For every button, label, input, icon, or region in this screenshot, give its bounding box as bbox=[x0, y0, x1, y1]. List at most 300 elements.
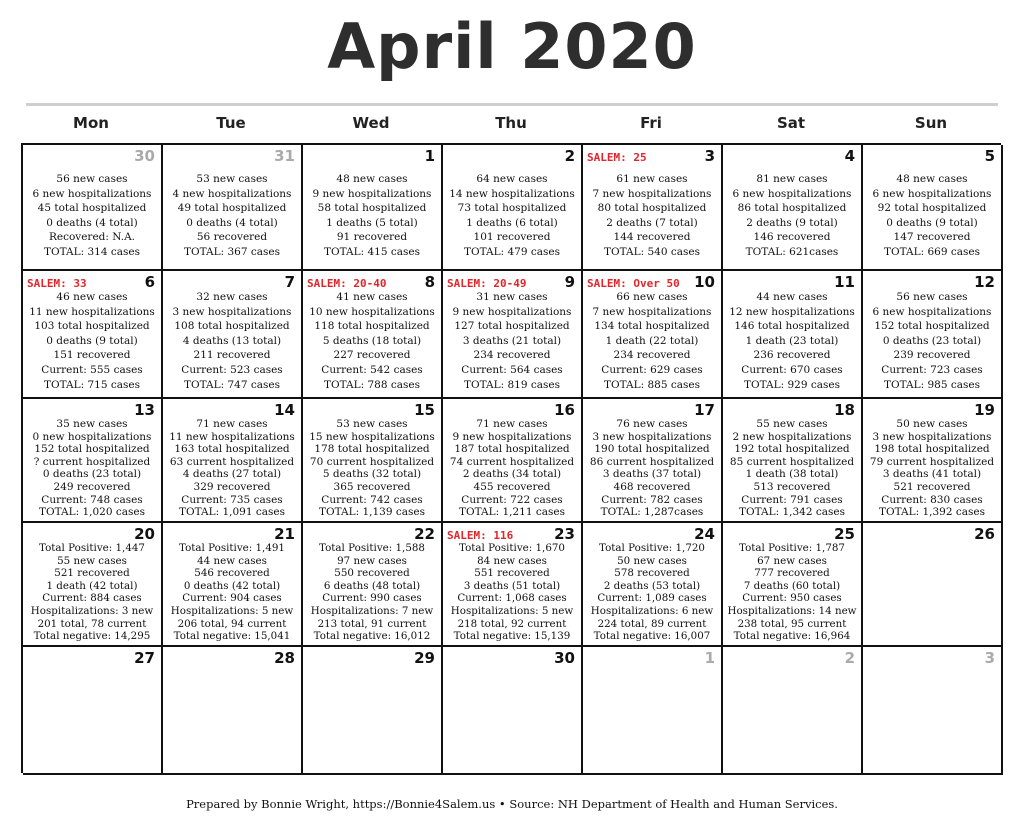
day-number: 24 bbox=[694, 525, 715, 543]
stat-line: 0 deaths (9 total) bbox=[46, 334, 138, 347]
stat-line: 12 new hospitalizations bbox=[729, 305, 855, 318]
stat-line: Current: 884 cases bbox=[42, 592, 142, 605]
stat-line: 31 new cases bbox=[476, 291, 548, 303]
stat-line: Total Positive: 1,447 bbox=[39, 542, 145, 554]
stat-line: 92 total hospitalized bbox=[877, 202, 987, 215]
day-stats bbox=[723, 290, 861, 392]
salem-count: SALEM: Over 50 bbox=[587, 277, 680, 290]
stat-line: 777 recovered bbox=[754, 567, 830, 580]
day-cell bbox=[583, 399, 723, 523]
weekday-fri: Fri bbox=[640, 114, 662, 132]
stat-line: 521 recovered bbox=[54, 567, 130, 580]
day-stats bbox=[443, 172, 581, 260]
weekday-tue: Tue bbox=[216, 114, 246, 132]
stat-line: Current: 542 cases bbox=[321, 363, 423, 376]
day-stats bbox=[443, 542, 581, 643]
day-number: 12 bbox=[974, 273, 995, 291]
stat-line: 3 deaths (41 total) bbox=[882, 468, 982, 481]
day-cell bbox=[443, 523, 583, 647]
weekday-mon: Mon bbox=[73, 114, 109, 132]
day-number: 2 bbox=[844, 649, 855, 667]
stat-line: Current: 670 cases bbox=[741, 363, 843, 376]
day-stats bbox=[163, 290, 301, 392]
day-stats bbox=[163, 418, 301, 519]
weekday-sat: Sat bbox=[776, 114, 806, 132]
stat-line: 192 total hospitalized bbox=[734, 443, 850, 456]
weekday-thu: Thu bbox=[495, 114, 527, 132]
day-cell bbox=[163, 399, 303, 523]
day-number: 4 bbox=[844, 147, 855, 165]
stat-line: 550 recovered bbox=[334, 567, 410, 580]
stat-line: 2 deaths (53 total) bbox=[603, 579, 701, 592]
stat-line: 15 new hospitalizations bbox=[309, 430, 435, 443]
stat-line: 178 total hospitalized bbox=[314, 443, 430, 456]
stat-line: Current: 629 cases bbox=[601, 363, 703, 376]
day-cell bbox=[23, 399, 163, 523]
day-stats bbox=[23, 542, 161, 643]
day-cell bbox=[443, 399, 583, 523]
stat-line: 521 recovered bbox=[893, 480, 971, 493]
day-stats bbox=[443, 418, 581, 519]
stat-line: 147 recovered bbox=[893, 231, 971, 244]
stat-line: Total negative: 16,012 bbox=[313, 630, 431, 643]
salem-count: SALEM: 25 bbox=[587, 151, 647, 164]
day-number: 13 bbox=[134, 401, 155, 419]
stat-line: 2 deaths (9 total) bbox=[746, 216, 838, 229]
stat-line: 206 total, 94 current bbox=[177, 617, 287, 630]
stat-line: 46 new cases bbox=[56, 291, 128, 303]
day-number: 23 bbox=[554, 525, 575, 543]
stat-line: Total negative: 15,041 bbox=[173, 630, 291, 643]
stat-line: 44 new cases bbox=[756, 291, 828, 303]
day-number: 5 bbox=[984, 147, 995, 165]
stat-line: TOTAL: 1,342 cases bbox=[739, 506, 845, 519]
stat-line: Current: 564 cases bbox=[461, 363, 563, 376]
stat-line: 50 new cases bbox=[617, 554, 687, 567]
stat-line: 213 total, 91 current bbox=[317, 617, 427, 630]
day-number: 22 bbox=[414, 525, 435, 543]
stat-line: 53 new cases bbox=[336, 418, 408, 430]
day-stats bbox=[583, 418, 721, 519]
day-number: 14 bbox=[274, 401, 295, 419]
stat-line: 146 recovered bbox=[753, 231, 831, 244]
stat-line: 163 total hospitalized bbox=[174, 443, 290, 456]
stat-line: TOTAL: 715 cases bbox=[44, 378, 140, 391]
stat-line: TOTAL: 819 cases bbox=[464, 378, 560, 391]
stat-line: 455 recovered bbox=[473, 480, 551, 493]
day-stats bbox=[583, 290, 721, 392]
day-cell bbox=[583, 647, 723, 775]
stat-line: TOTAL: 1,139 cases bbox=[319, 506, 425, 519]
stat-line: 70 current hospitalized bbox=[309, 455, 435, 468]
day-number: 19 bbox=[974, 401, 995, 419]
stat-line: 85 current hospitalized bbox=[729, 455, 855, 468]
stat-line: Total negative: 16,964 bbox=[733, 630, 851, 643]
stat-line: 190 total hospitalized bbox=[594, 443, 710, 456]
stat-line: 5 deaths (32 total) bbox=[322, 468, 422, 481]
stat-line: 1 death (22 total) bbox=[605, 334, 699, 347]
stat-line: Total negative: 14,295 bbox=[33, 630, 151, 643]
stat-line: TOTAL: 788 cases bbox=[324, 378, 420, 391]
stat-line: Current: 950 cases bbox=[742, 592, 842, 605]
day-cell bbox=[163, 145, 303, 271]
stat-line: 2 deaths (7 total) bbox=[606, 216, 698, 229]
day-cell bbox=[863, 523, 1003, 647]
stat-line: 201 total, 78 current bbox=[37, 617, 147, 630]
day-number: 1 bbox=[704, 649, 715, 667]
day-cell bbox=[723, 271, 863, 399]
stat-line: 7 new hospitalizations bbox=[592, 305, 712, 318]
stat-line: 7 new hospitalizations bbox=[592, 187, 712, 200]
day-cell bbox=[23, 271, 163, 399]
day-number: 2 bbox=[564, 147, 575, 165]
stat-line: 0 new hospitalizations bbox=[32, 430, 152, 443]
stat-line: 86 total hospitalized bbox=[737, 202, 847, 215]
day-number: 18 bbox=[834, 401, 855, 419]
stat-line: 101 recovered bbox=[473, 231, 551, 244]
stat-line: TOTAL: 540 cases bbox=[604, 245, 700, 258]
stat-line: 1 death (38 total) bbox=[745, 468, 839, 481]
stat-line: 61 new cases bbox=[616, 173, 688, 185]
stat-line: Total Positive: 1,720 bbox=[599, 542, 705, 554]
day-stats bbox=[443, 290, 581, 392]
day-cell bbox=[303, 523, 443, 647]
stat-line: 578 recovered bbox=[614, 567, 690, 580]
day-stats bbox=[723, 418, 861, 519]
stat-line: 146 total hospitalized bbox=[734, 320, 850, 333]
stat-line: 6 new hospitalizations bbox=[872, 187, 992, 200]
stat-line: 11 new hospitalizations bbox=[29, 305, 155, 318]
stat-line: 58 total hospitalized bbox=[317, 202, 427, 215]
day-cell bbox=[723, 399, 863, 523]
stat-line: 103 total hospitalized bbox=[34, 320, 150, 333]
day-stats bbox=[583, 172, 721, 260]
stat-line: 236 recovered bbox=[753, 349, 831, 362]
stat-line: Current: 782 cases bbox=[601, 493, 703, 506]
day-number: 11 bbox=[834, 273, 855, 291]
day-cell bbox=[163, 271, 303, 399]
stat-line: Hospitalizations: 3 new bbox=[30, 604, 154, 617]
stat-line: Total negative: 16,007 bbox=[593, 630, 711, 643]
stat-line: TOTAL: 669 cases bbox=[884, 245, 980, 258]
day-cell bbox=[443, 145, 583, 271]
day-number: 9 bbox=[564, 273, 575, 291]
stat-line: 198 total hospitalized bbox=[874, 443, 990, 456]
weekday-wed: Wed bbox=[352, 114, 390, 132]
stat-line: 6 new hospitalizations bbox=[732, 187, 852, 200]
stat-line: TOTAL: 885 cases bbox=[604, 378, 700, 391]
stat-line: 3 new hospitalizations bbox=[172, 305, 292, 318]
title-divider bbox=[26, 103, 998, 106]
day-number: 25 bbox=[834, 525, 855, 543]
stat-line: 513 recovered bbox=[753, 480, 831, 493]
stat-line: TOTAL: 1,287cases bbox=[600, 506, 704, 519]
day-stats bbox=[863, 418, 1001, 519]
stat-line: 108 total hospitalized bbox=[174, 320, 290, 333]
stat-line: 66 new cases bbox=[616, 291, 688, 303]
stat-line: 32 new cases bbox=[196, 291, 268, 303]
day-number: 16 bbox=[554, 401, 575, 419]
stat-line: 218 total, 92 current bbox=[457, 617, 567, 630]
stat-line: 53 new cases bbox=[196, 173, 268, 185]
stat-line: TOTAL: 985 cases bbox=[884, 378, 980, 391]
stat-line: 329 recovered bbox=[193, 480, 271, 493]
stat-line: 234 recovered bbox=[613, 349, 691, 362]
day-number: 21 bbox=[274, 525, 295, 543]
day-stats bbox=[863, 290, 1001, 392]
day-number: 26 bbox=[974, 525, 995, 543]
stat-line: TOTAL: 1,392 cases bbox=[879, 506, 985, 519]
stat-line: 3 new hospitalizations bbox=[592, 430, 712, 443]
stat-line: 224 total, 89 current bbox=[597, 617, 707, 630]
day-stats bbox=[303, 418, 441, 519]
salem-count: SALEM: 20-40 bbox=[307, 277, 387, 290]
stat-line: 3 deaths (51 total) bbox=[463, 579, 561, 592]
stat-line: 0 deaths (4 total) bbox=[186, 216, 278, 229]
stat-line: 365 recovered bbox=[333, 480, 411, 493]
day-number: 3 bbox=[704, 147, 715, 165]
stat-line: 144 recovered bbox=[613, 231, 691, 244]
day-stats bbox=[23, 172, 161, 260]
stat-line: 41 new cases bbox=[336, 291, 408, 303]
stat-line: 56 new cases bbox=[56, 173, 128, 185]
stat-line: 91 recovered bbox=[336, 231, 408, 244]
stat-line: 71 new cases bbox=[196, 418, 268, 430]
stat-line: TOTAL: 929 cases bbox=[744, 378, 840, 391]
stat-line: 118 total hospitalized bbox=[314, 320, 430, 333]
day-stats bbox=[303, 290, 441, 392]
stat-line: Current: 830 cases bbox=[881, 493, 983, 506]
day-cell bbox=[863, 399, 1003, 523]
stat-line: 71 new cases bbox=[476, 418, 548, 430]
stat-line: Current: 722 cases bbox=[461, 493, 563, 506]
stat-line: 56 new cases bbox=[896, 291, 968, 303]
day-number: 27 bbox=[134, 649, 155, 667]
stat-line: TOTAL: 314 cases bbox=[44, 245, 140, 258]
stat-line: 81 new cases bbox=[756, 173, 828, 185]
day-number: 28 bbox=[274, 649, 295, 667]
day-cell bbox=[163, 523, 303, 647]
stat-line: 6 new hospitalizations bbox=[32, 187, 152, 200]
day-stats bbox=[723, 172, 861, 260]
stat-line: 468 recovered bbox=[613, 480, 691, 493]
stat-line: 152 total hospitalized bbox=[874, 320, 990, 333]
stat-line: 64 new cases bbox=[476, 173, 548, 185]
stat-line: 238 total, 95 current bbox=[737, 617, 847, 630]
stat-line: TOTAL: 1,211 cases bbox=[459, 506, 565, 519]
day-stats bbox=[23, 418, 161, 519]
day-number: 30 bbox=[134, 147, 155, 165]
stat-line: 152 total hospitalized bbox=[34, 443, 150, 456]
stat-line: 211 recovered bbox=[193, 349, 271, 362]
stat-line: 1 death (23 total) bbox=[745, 334, 839, 347]
stat-line: 76 new cases bbox=[616, 418, 688, 430]
stat-line: 80 total hospitalized bbox=[597, 202, 707, 215]
stat-line: 4 new hospitalizations bbox=[172, 187, 292, 200]
stat-line: Total negative: 15,139 bbox=[453, 630, 571, 643]
day-cell bbox=[443, 647, 583, 775]
day-cell bbox=[303, 145, 443, 271]
stat-line: Recovered: N.A. bbox=[48, 231, 136, 244]
stat-line: 55 new cases bbox=[756, 418, 828, 430]
day-number: 17 bbox=[694, 401, 715, 419]
stat-line: 0 deaths (4 total) bbox=[46, 216, 138, 229]
stat-line: Current: 723 cases bbox=[881, 363, 983, 376]
stat-line: 9 new hospitalizations bbox=[452, 430, 572, 443]
stat-line: 79 current hospitalized bbox=[869, 455, 995, 468]
stat-line: Current: 523 cases bbox=[181, 363, 283, 376]
stat-line: 67 new cases bbox=[757, 554, 827, 567]
stat-line: 74 current hospitalized bbox=[449, 455, 575, 468]
day-number: 3 bbox=[984, 649, 995, 667]
salem-count: SALEM: 116 bbox=[447, 529, 514, 542]
stat-line: 5 deaths (18 total) bbox=[322, 334, 422, 347]
day-cell bbox=[23, 647, 163, 775]
stat-line: 227 recovered bbox=[333, 349, 411, 362]
stat-line: 48 new cases bbox=[336, 173, 408, 185]
stat-line: 45 total hospitalized bbox=[37, 202, 147, 215]
day-stats bbox=[163, 172, 301, 260]
stat-line: 56 recovered bbox=[196, 231, 268, 244]
stat-line: 9 new hospitalizations bbox=[312, 187, 432, 200]
stat-line: 84 new cases bbox=[477, 554, 547, 567]
stat-line: 86 current hospitalized bbox=[589, 455, 715, 468]
stat-line: 1 death (42 total) bbox=[46, 579, 138, 592]
stat-line: Hospitalizations: 5 new bbox=[450, 604, 574, 617]
stat-line: 239 recovered bbox=[893, 349, 971, 362]
stat-line: 249 recovered bbox=[53, 480, 131, 493]
day-cell bbox=[863, 271, 1003, 399]
stat-line: 55 new cases bbox=[57, 554, 127, 567]
stat-line: 546 recovered bbox=[194, 567, 270, 580]
day-stats bbox=[23, 290, 161, 392]
stat-line: Current: 748 cases bbox=[41, 493, 143, 506]
stat-line: ? current hospitalized bbox=[33, 455, 151, 468]
stat-line: 0 deaths (9 total) bbox=[886, 216, 978, 229]
stat-line: 151 recovered bbox=[53, 349, 131, 362]
day-stats bbox=[583, 542, 721, 643]
stat-line: Current: 735 cases bbox=[181, 493, 283, 506]
stat-line: TOTAL: 621cases bbox=[745, 245, 839, 258]
day-number: 6 bbox=[144, 273, 155, 291]
day-stats bbox=[723, 542, 861, 643]
stat-line: 50 new cases bbox=[896, 418, 968, 430]
day-number: 15 bbox=[414, 401, 435, 419]
day-number: 30 bbox=[554, 649, 575, 667]
stat-line: Total Positive: 1,787 bbox=[739, 542, 845, 554]
stat-line: 11 new hospitalizations bbox=[169, 430, 295, 443]
stat-line: 3 deaths (37 total) bbox=[602, 468, 702, 481]
day-number: 7 bbox=[284, 273, 295, 291]
stat-line: Total Positive: 1,588 bbox=[319, 542, 425, 554]
stat-line: 551 recovered bbox=[474, 567, 550, 580]
stat-line: Current: 904 cases bbox=[182, 592, 282, 605]
stat-line: 6 new hospitalizations bbox=[872, 305, 992, 318]
day-cell bbox=[863, 647, 1003, 775]
stat-line: Current: 555 cases bbox=[41, 363, 143, 376]
stat-line: 63 current hospitalized bbox=[169, 455, 295, 468]
day-cell bbox=[443, 271, 583, 399]
day-cell bbox=[583, 271, 723, 399]
stat-line: 48 new cases bbox=[896, 173, 968, 185]
day-number: 8 bbox=[424, 273, 435, 291]
stat-line: 9 new hospitalizations bbox=[452, 305, 572, 318]
day-cell bbox=[303, 399, 443, 523]
calendar-title: April 2020 bbox=[327, 10, 697, 83]
day-cell bbox=[583, 523, 723, 647]
calendar-grid bbox=[21, 143, 1001, 773]
day-number: 29 bbox=[414, 649, 435, 667]
stat-line: TOTAL: 415 cases bbox=[324, 245, 420, 258]
stat-line: 73 total hospitalized bbox=[457, 202, 567, 215]
stat-line: 0 deaths (42 total) bbox=[183, 579, 281, 592]
weekday-sun: Sun bbox=[914, 114, 948, 132]
stat-line: 2 deaths (34 total) bbox=[462, 468, 562, 481]
stat-line: 2 new hospitalizations bbox=[732, 430, 852, 443]
stat-line: Current: 990 cases bbox=[322, 592, 422, 605]
day-stats bbox=[303, 172, 441, 260]
day-cell bbox=[23, 523, 163, 647]
day-number: 10 bbox=[694, 273, 715, 291]
stat-line: 0 deaths (23 total) bbox=[42, 468, 142, 481]
stat-line: 127 total hospitalized bbox=[454, 320, 570, 333]
day-cell bbox=[863, 145, 1003, 271]
stat-line: Total Positive: 1,670 bbox=[459, 542, 565, 554]
stat-line: Current: 742 cases bbox=[321, 493, 423, 506]
stat-line: 4 deaths (13 total) bbox=[182, 334, 282, 347]
stat-line: Current: 1,068 cases bbox=[457, 592, 567, 605]
day-stats bbox=[163, 542, 301, 643]
weekday-header bbox=[21, 114, 1001, 132]
day-cell bbox=[723, 523, 863, 647]
stat-line: 134 total hospitalized bbox=[594, 320, 710, 333]
stat-line: TOTAL: 747 cases bbox=[184, 378, 280, 391]
day-number: 20 bbox=[134, 525, 155, 543]
stat-line: 35 new cases bbox=[56, 418, 128, 430]
stat-line: Hospitalizations: 7 new bbox=[310, 604, 434, 617]
stat-line: TOTAL: 1,020 cases bbox=[39, 506, 145, 519]
stat-line: 3 new hospitalizations bbox=[872, 430, 992, 443]
day-cell bbox=[583, 145, 723, 271]
stat-line: 1 deaths (5 total) bbox=[326, 216, 418, 229]
stat-line: 234 recovered bbox=[473, 349, 551, 362]
day-stats bbox=[303, 542, 441, 643]
stat-line: 1 deaths (6 total) bbox=[466, 216, 558, 229]
stat-line: 14 new hospitalizations bbox=[449, 187, 575, 200]
day-number: 31 bbox=[274, 147, 295, 165]
stat-line: Hospitalizations: 6 new bbox=[590, 604, 714, 617]
stat-line: 7 deaths (60 total) bbox=[743, 579, 841, 592]
stat-line: Current: 1,089 cases bbox=[597, 592, 707, 605]
stat-line: TOTAL: 479 cases bbox=[464, 245, 560, 258]
stat-line: 6 deaths (48 total) bbox=[323, 579, 421, 592]
day-cell bbox=[723, 145, 863, 271]
stat-line: TOTAL: 1,091 cases bbox=[179, 506, 285, 519]
stat-line: Total Positive: 1,491 bbox=[179, 542, 285, 554]
stat-line: Current: 791 cases bbox=[741, 493, 843, 506]
stat-line: 187 total hospitalized bbox=[454, 443, 570, 456]
stat-line: 0 deaths (23 total) bbox=[882, 334, 982, 347]
salem-count: SALEM: 33 bbox=[27, 277, 87, 290]
day-cell bbox=[23, 145, 163, 271]
day-cell bbox=[723, 647, 863, 775]
stat-line: 10 new hospitalizations bbox=[309, 305, 435, 318]
salem-count: SALEM: 20-49 bbox=[447, 277, 527, 290]
stat-line: Hospitalizations: 5 new bbox=[170, 604, 294, 617]
day-cell bbox=[163, 647, 303, 775]
day-cell bbox=[303, 271, 443, 399]
stat-line: 3 deaths (21 total) bbox=[462, 334, 562, 347]
